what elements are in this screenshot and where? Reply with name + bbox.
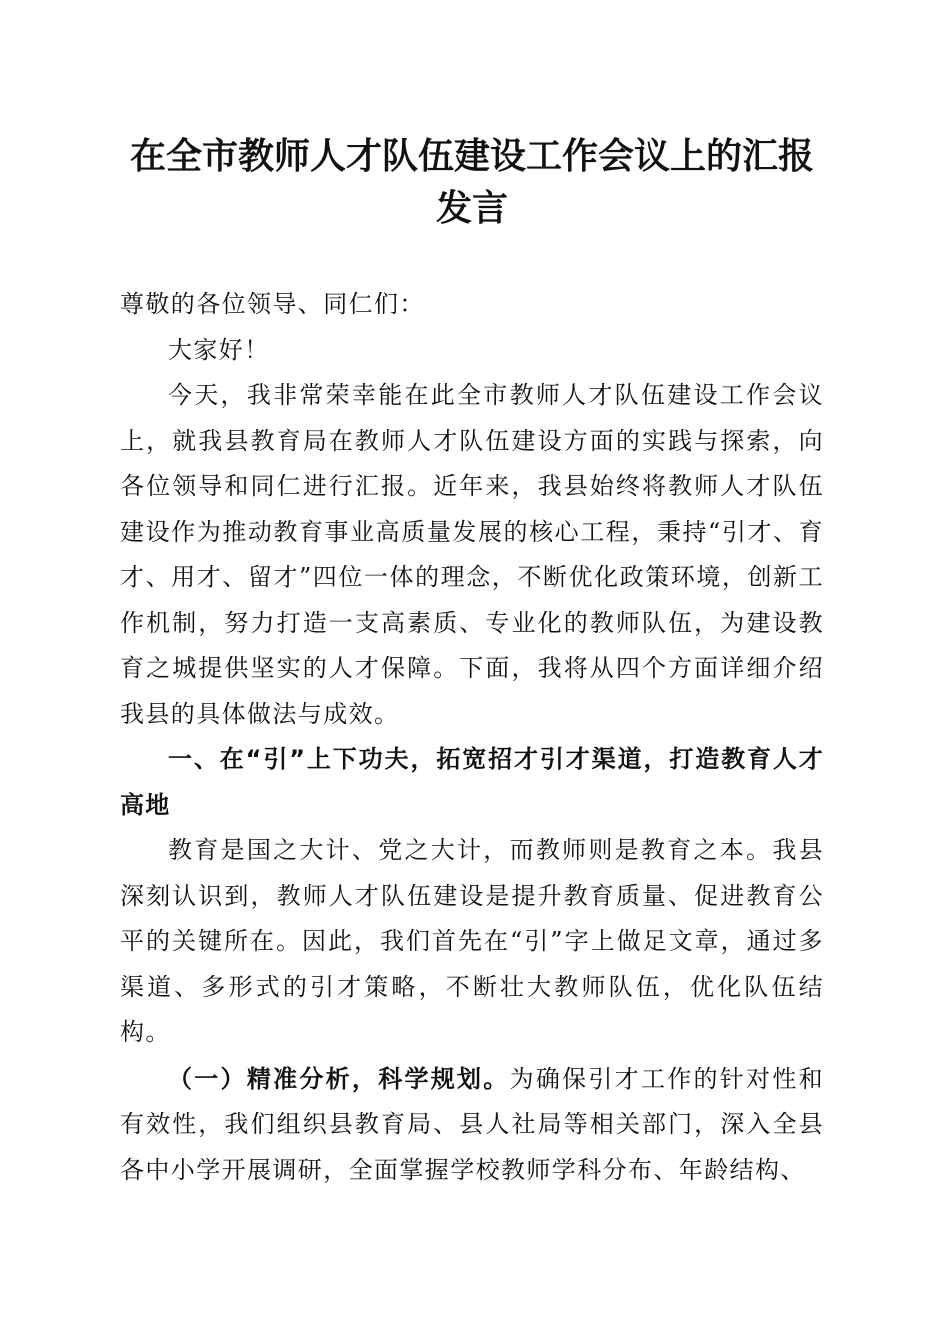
greeting: 大家好！ <box>168 335 270 364</box>
subsection-1-body: 为确保引才工作的针对性和有效性，我们组织县教育局、县人社局等相关部门，深入全县各中小学开展调研，全面掌握学校教师学科分布、年龄结构、 <box>120 1064 824 1184</box>
subsection-1-lead: （一）精准分析，科学规划。 <box>168 1063 510 1093</box>
section-1-body: 教育是国之大计、党之大计，而教师则是教育之本。我县深刻认识到，教师人才队伍建设是提升教育质量、促进教育公平的关键所在。因此，我们首先在“引”字上做足文章，通过多渠道、多形式的引才策略，不断壮大教师队伍，优化队伍结构。 <box>120 836 824 1046</box>
salutation: 尊敬的各位领导、同仁们： <box>120 290 425 318</box>
subsection-1-paragraph <box>120 1056 824 1194</box>
intro-paragraph: 今天，我非常荣幸能在此全市教师人才队伍建设工作会议上，就我县教育局在教师人才队伍建设方面的实践与探索，向各位领导和同仁进行汇报。近年来，我县始终将教师人才队伍建设作为推动教育事业高质量发展的核心工程，秉持“引才、育才、用才、留才”四位一体的理念，不断优化政策环境，创新工作机制，努力打造一支高素质、专业化的教师队伍，为建设教育之城提供坚实的人才保障。下面，我将从四个方面详细介绍我县的具体做法与成效。 <box>120 381 824 728</box>
document-page <box>120 130 824 1193</box>
section-1-heading: 一、在“引”上下功夫，拓宽招才引才渠道，打造教育人才高地 <box>120 745 824 819</box>
document-title: 在全市教师人才队伍建设工作会议上的汇报发言 <box>129 135 814 229</box>
